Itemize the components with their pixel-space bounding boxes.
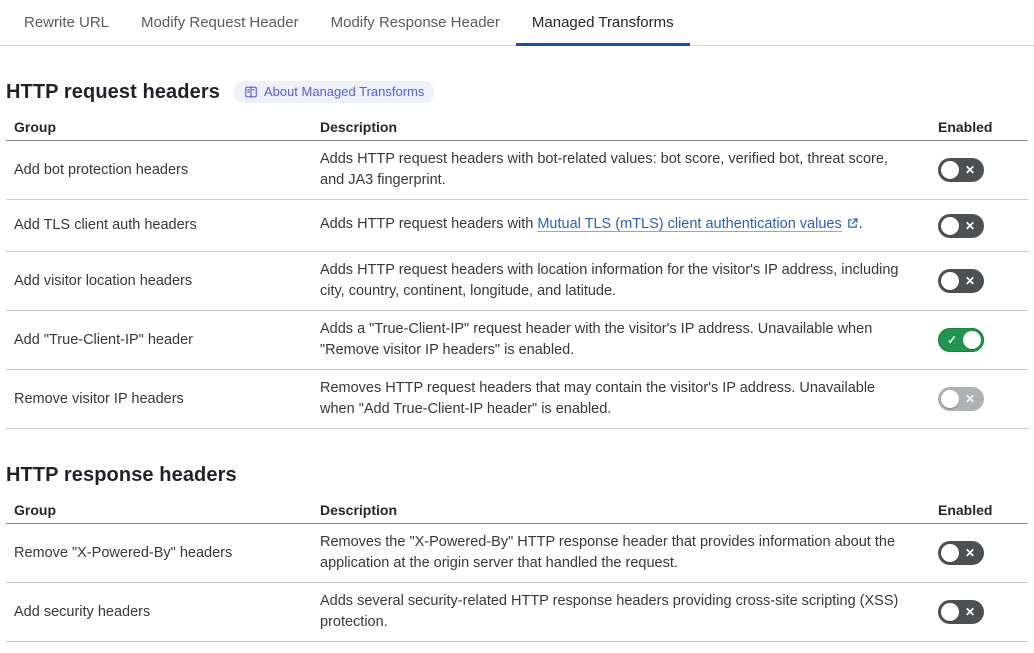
tab-modify-response-header[interactable]: Modify Response Header [315, 0, 516, 45]
check-icon: ✓ [947, 333, 958, 347]
column-header-group: Group [14, 502, 56, 518]
description-cell [320, 591, 912, 633]
description-text: Removes the "X-Powered-By" HTTP response header that provides information about the application at the origin server that handled the request. [320, 534, 896, 571]
toggle-knob [941, 272, 959, 290]
description-cell [320, 319, 912, 361]
x-icon: ✕ [964, 546, 975, 560]
section-heading: HTTP request headers [6, 81, 220, 103]
tab-managed-transforms[interactable]: Managed Transforms [516, 0, 690, 45]
description-text: Adds HTTP request headers with [320, 216, 538, 232]
tab-rewrite-url[interactable]: Rewrite URL [8, 0, 125, 45]
tab-bar [0, 0, 1034, 46]
description-text: Adds HTTP request headers with bot-related values: bot score, verified bot, threat score, and JA3 fingerprint. [320, 151, 888, 188]
table-row [6, 252, 1028, 311]
toggle-knob [963, 331, 981, 349]
toggle-add-security-headers[interactable] [938, 600, 984, 624]
toggle-add-tls-client-auth-headers[interactable] [938, 214, 984, 238]
description-cell [320, 214, 912, 237]
group-cell: Remove "X-Powered-By" headers [14, 544, 233, 561]
toggle-knob [941, 603, 959, 621]
table-header-row [6, 497, 1028, 524]
toggle-knob [941, 390, 959, 408]
description-cell [320, 260, 912, 302]
table-header-row [6, 114, 1028, 141]
tab-modify-request-header[interactable]: Modify Request Header [125, 0, 315, 45]
x-icon: ✕ [964, 163, 975, 177]
toggle-add-bot-protection-headers[interactable] [938, 158, 984, 182]
table-row [6, 583, 1028, 642]
section-header [6, 463, 1028, 487]
description-cell [320, 149, 912, 191]
description-cell [320, 378, 912, 420]
enabled-cell [932, 269, 1028, 293]
group-cell: Remove visitor IP headers [14, 390, 184, 407]
enabled-cell [932, 158, 1028, 182]
description-text: Adds a "True-Client-IP" request header with the visitor's IP address. Unavailable when "Remove visitor IP headers" is enabled. [320, 321, 873, 358]
enabled-cell [932, 214, 1028, 238]
toggle-remove-x-powered-by-headers[interactable] [938, 541, 984, 565]
table-row [6, 311, 1028, 370]
column-header-group: Group [14, 119, 56, 135]
section-heading: HTTP response headers [6, 464, 237, 486]
column-header-description: Description [320, 502, 398, 518]
section-http-response-headers [6, 463, 1028, 642]
section-http-request-headers [6, 80, 1028, 429]
table-row [6, 141, 1028, 200]
table-row [6, 370, 1028, 429]
managed-transforms-page [0, 80, 1034, 642]
table-row [6, 524, 1028, 583]
badge-label: About Managed Transforms [263, 84, 425, 99]
section-header [6, 80, 1028, 104]
enabled-cell [932, 328, 1028, 352]
group-cell: Add visitor location headers [14, 272, 193, 289]
x-icon: ✕ [964, 392, 975, 406]
column-header-enabled: Enabled [938, 502, 993, 518]
book-icon [244, 85, 258, 99]
group-cell: Add TLS client auth headers [14, 217, 197, 233]
description-text: Removes HTTP request headers that may contain the visitor's IP address. Unavailable when "Add True-Client-IP header" is enabled. [320, 380, 876, 417]
description-text: . [858, 216, 863, 232]
group-cell: Add bot protection headers [14, 161, 189, 178]
about-managed-transforms-link[interactable] [234, 81, 434, 103]
group-cell: Add security headers [14, 603, 151, 620]
toggle-knob [941, 544, 959, 562]
enabled-cell [932, 541, 1028, 565]
toggle-knob [941, 217, 959, 235]
column-header-description: Description [320, 119, 398, 135]
toggle-remove-visitor-ip-headers [938, 387, 984, 411]
table-row [6, 200, 1028, 252]
group-cell: Add "True-Client-IP" header [14, 331, 194, 348]
toggle-add-true-client-ip-header[interactable] [938, 328, 984, 352]
column-header-enabled: Enabled [938, 119, 993, 135]
x-icon: ✕ [964, 605, 975, 619]
external-link-icon [846, 216, 859, 237]
x-icon: ✕ [964, 274, 975, 288]
toggle-add-visitor-location-headers[interactable] [938, 269, 984, 293]
enabled-cell [932, 387, 1028, 411]
toggle-knob [941, 161, 959, 179]
x-icon: ✕ [964, 218, 975, 233]
enabled-cell [932, 600, 1028, 624]
description-text: Adds HTTP request headers with location information for the visitor's IP address, including city, country, continent, longitude, and latitude. [320, 262, 899, 299]
description-cell [320, 532, 912, 574]
description-text: Adds several security-related HTTP response headers providing cross-site scripting (XSS) protection. [320, 593, 899, 630]
mutual-tls-mtls-cl-link[interactable]: Mutual TLS (mTLS) client authentication values [537, 216, 858, 232]
